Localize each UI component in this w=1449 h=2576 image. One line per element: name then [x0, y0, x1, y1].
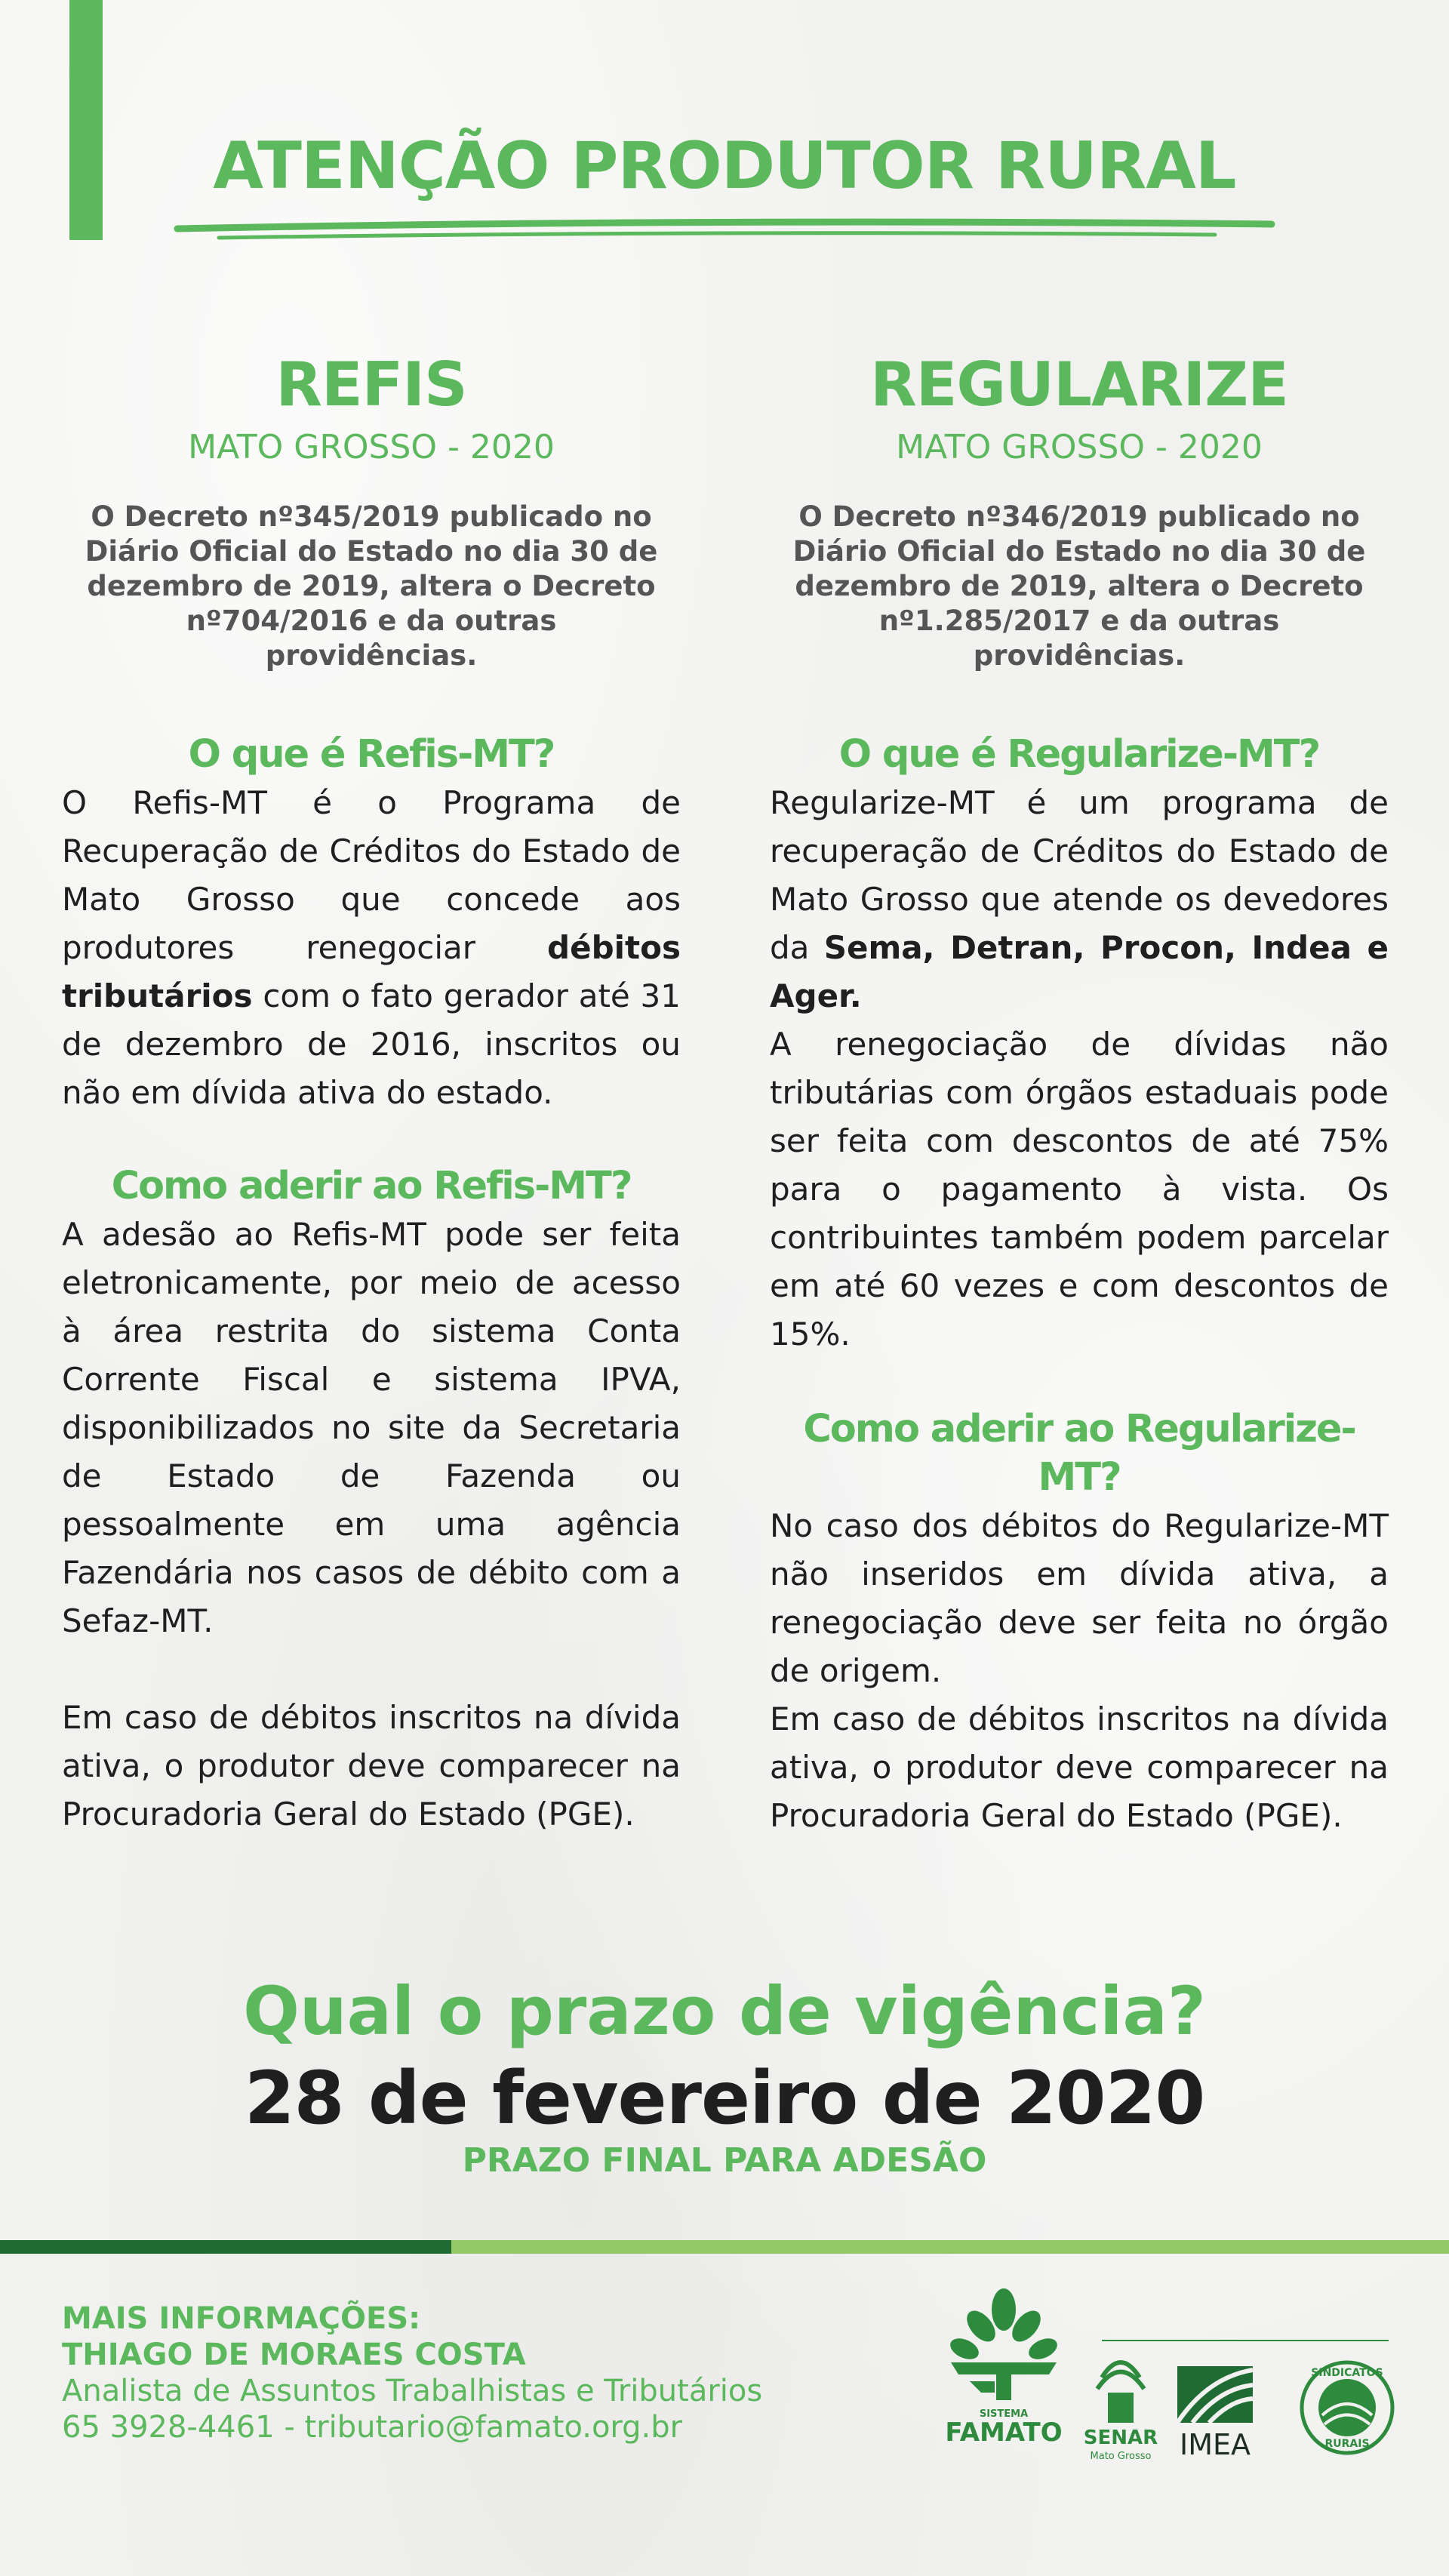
refis-decree: O Decreto nº345/2019 publicado no Diário Oficial do Estado no dia 30 de dezembro de 2019, altera o Decreto nº704/2016 e da outras providências. — [85, 500, 658, 672]
footer-bar-light — [451, 2240, 1449, 2254]
refis-what-section — [62, 731, 681, 1117]
partner-logos — [936, 2279, 1404, 2476]
regularize-subtitle: MATO GROSSO - 2020 — [896, 428, 1263, 466]
regularize-how-section — [770, 1405, 1389, 1840]
contact-block — [62, 2301, 892, 2445]
regularize-what-bold: Sema, Detran, Procon, Indea e Ager. — [770, 929, 1389, 1014]
contact-phone-email: 65 3928-4461 - tributario@famato.org.br — [62, 2410, 683, 2445]
refis-header — [62, 347, 681, 673]
imea-logo — [1177, 2366, 1253, 2461]
regularize-title: REGULARIZE — [870, 349, 1288, 420]
refis-how-section — [62, 1162, 681, 1839]
page-title: ATENÇÃO PRODUTOR RURAL — [213, 128, 1236, 204]
regularize-how-text: No caso dos débitos do Regularize-MT não inseridos em dívida ativa, a renegociação deve ser feita no órgão de origem. — [770, 1507, 1389, 1689]
contact-name: THIAGO DE MORAES COSTA — [62, 2337, 526, 2372]
refis-what-bold: débitos tributários — [62, 929, 681, 1014]
senar-sub-text: Mato Grosso — [1090, 2451, 1152, 2462]
imea-text: IMEA — [1180, 2428, 1251, 2461]
deadline-date: 28 de fevereiro de 2020 — [244, 2056, 1205, 2141]
deadline-question: Qual o prazo de vigência? — [243, 1972, 1206, 2050]
regularize-what-section — [770, 731, 1389, 1359]
regularize-how-title: Como aderir ao Regularize-MT? — [803, 1407, 1355, 1500]
regularize-pge-text: Em caso de débitos inscritos na dívida ativa, o produtor deve comparecer na Procuradoria Geral do Estado (PGE). — [770, 1700, 1389, 1834]
refis-subtitle: MATO GROSSO - 2020 — [188, 428, 555, 466]
title-underline — [174, 215, 1275, 245]
regularize-header — [770, 347, 1389, 673]
accent-bar — [69, 0, 103, 240]
famato-text: FAMATO — [945, 2418, 1063, 2448]
senar-text: SENAR — [1083, 2427, 1158, 2449]
refis-pge-text: Em caso de débitos inscritos na dívida ativa, o produtor deve comparecer na Procuradoria Geral do Estado (PGE). — [62, 1699, 681, 1833]
regularize-what-title: O que é Regularize-MT? — [838, 732, 1320, 777]
footer-bar-dark — [0, 2240, 451, 2254]
regularize-what-text: Regularize-MT é um programa de recuperação de Créditos do Estado de Mato Grosso que atende os devedores da Sema, Detran, Procon, Indea e Ager. — [770, 784, 1389, 1014]
refis-title: REFIS — [275, 349, 467, 420]
refis-how-text: A adesão ao Refis-MT pode ser feita eletronicamente, por meio de acesso à área restrita do sistema Conta Corrente Fiscal e sistema IPVA, disponibilizados no site da Secretaria de Estado de Fazenda ou pessoalmente em uma agência Fazendária nos casos de débito com a Sefaz-MT. — [62, 1216, 681, 1639]
regularize-discount-text: A renegociação de dívidas não tributárias com órgãos estaduais pode ser feita com descontos de até 75% para o pagamento à vista. Os contribuintes também podem parcelar em até 60 vezes e com descontos de 15%. — [770, 1026, 1389, 1353]
sindicatos-bottom-text: RURAIS — [1324, 2438, 1370, 2450]
refis-what-text: O Refis-MT é o Programa de Recuperação de Créditos do Estado de Mato Grosso que concede aos produtores renegociar débitos tributários com o fato gerador até 31 de dezembro de 2016, inscritos ou não em dívida ativa do estado. — [62, 784, 681, 1111]
refis-what-title: O que é Refis-MT? — [188, 732, 555, 777]
sindicatos-top-text: SINDICATOS — [1311, 2367, 1383, 2379]
refis-how-title: Como aderir ao Refis-MT? — [111, 1164, 632, 1208]
contact-role: Analista de Assuntos Trabalhistas e Tributários — [62, 2374, 763, 2408]
deadline-note: PRAZO FINAL PARA ADESÃO — [462, 2141, 987, 2180]
senar-logo — [1084, 2362, 1158, 2462]
famato-small-text: SISTEMA — [979, 2408, 1029, 2420]
contact-label: MAIS INFORMAÇÕES: — [62, 2301, 421, 2336]
famato-logo — [945, 2288, 1062, 2448]
regularize-decree: O Decreto nº346/2019 publicado no Diário Oficial do Estado no dia 30 de dezembro de 2019, altera o Decreto nº1.285/2017 e da outras providências. — [792, 500, 1366, 672]
sindicatos-logo — [1302, 2362, 1392, 2453]
